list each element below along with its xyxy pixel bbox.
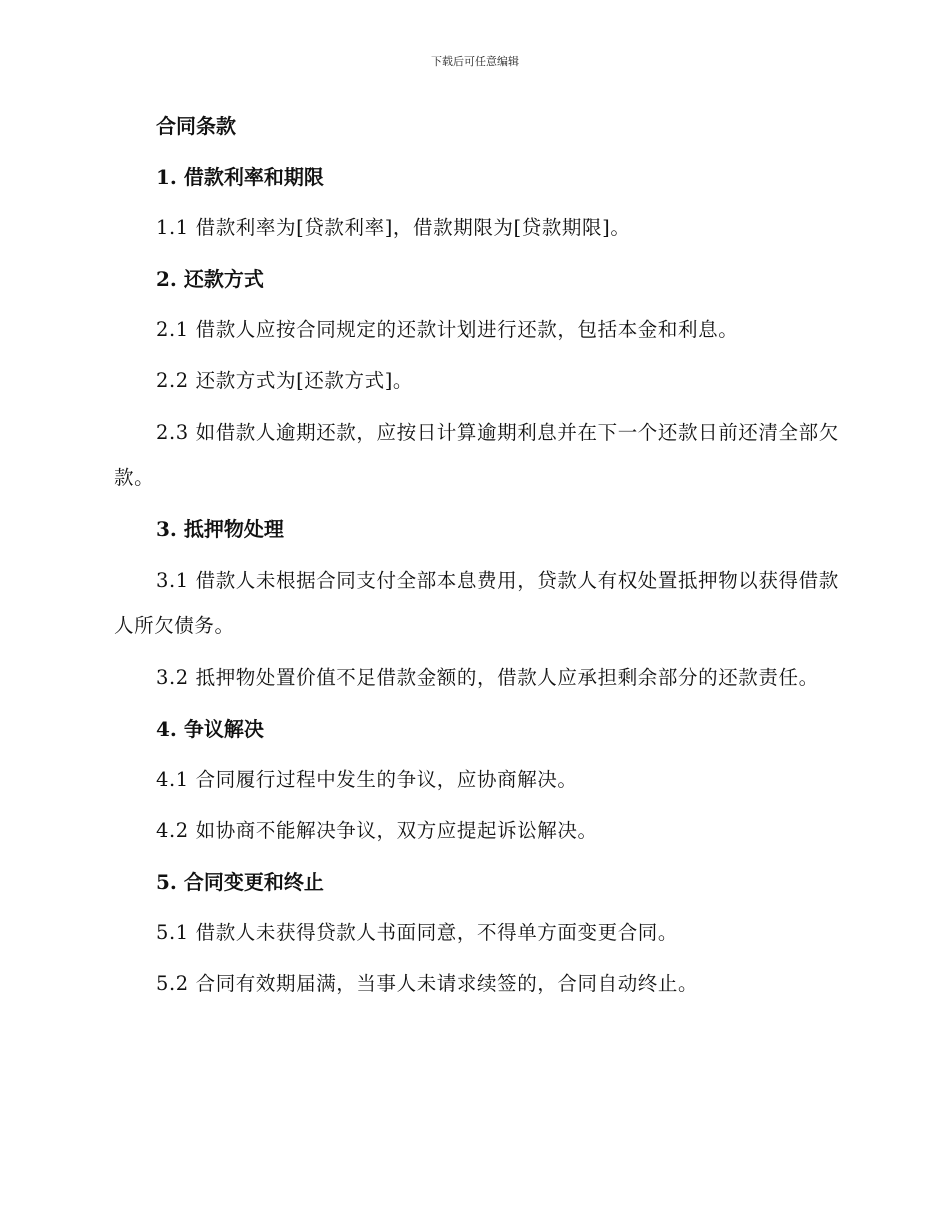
clause-1-1: 1.1 借款利率为[贷款利率]，借款期限为[贷款期限]。 [156, 216, 631, 239]
clause-3-2: 3.2 抵押物处置价值不足借款金额的，借款人应承担剩余部分的还款责任。 [156, 666, 819, 689]
clause-4-2: 4.2 如协商不能解决争议，双方应提起诉讼解决。 [156, 819, 598, 842]
page-header: 下载后可任意编辑 [431, 55, 519, 68]
clause-2-2: 2.2 还款方式为[还款方式]。 [156, 369, 414, 392]
section-heading-5: 5. 合同变更和终止 [156, 870, 324, 894]
clause-5-2: 5.2 合同有效期届满，当事人未请求续签的，合同自动终止。 [156, 972, 699, 995]
clause-2-3: 2.3 如借款人逾期还款，应按日计算逾期利息并在下一个还款日前还清全部欠款。 [114, 421, 839, 489]
section-heading-2: 2. 还款方式 [156, 267, 264, 291]
clause-4-1: 4.1 合同履行过程中发生的争议，应协商解决。 [156, 768, 578, 791]
section-heading-4: 4. 争议解决 [156, 717, 264, 741]
document-title: 合同条款 [156, 114, 236, 138]
section-heading-3: 3. 抵押物处理 [156, 517, 284, 541]
clause-2-1: 2.1 借款人应按合同规定的还款计划进行还款，包括本金和利息。 [156, 318, 739, 341]
document-body [114, 110, 840, 1019]
clause-3-1: 3.1 借款人未根据合同支付全部本息费用，贷款人有权处置抵押物以获得借款人所欠债务。 [114, 569, 839, 637]
section-heading-1: 1. 借款利率和期限 [156, 165, 324, 189]
clause-5-1: 5.1 借款人未获得贷款人书面同意，不得单方面变更合同。 [156, 921, 679, 944]
